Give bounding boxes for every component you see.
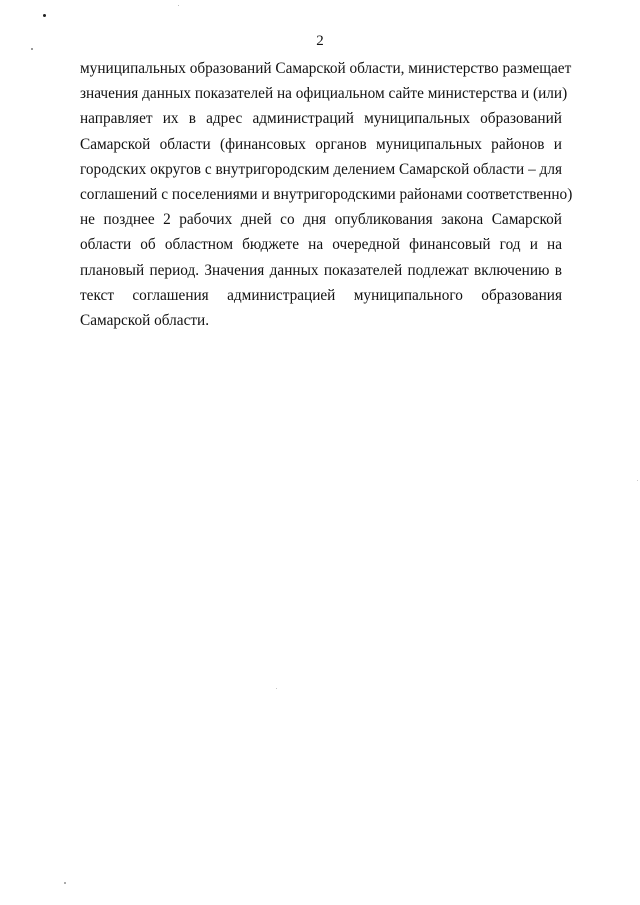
scan-speck bbox=[276, 688, 277, 689]
paragraph-line: муниципальных образований Самарской области, министерство размещает bbox=[80, 60, 572, 77]
scan-speck bbox=[637, 480, 638, 481]
paragraph-line: Самарской области. bbox=[80, 311, 210, 329]
paragraph-line: городских округов с внутригородским делением Самарской области – для bbox=[80, 160, 562, 178]
page-number: 2 bbox=[316, 33, 324, 49]
paragraph-line: Самарской области (финансовых органов муниципальных районов и bbox=[80, 135, 562, 153]
scan-speck bbox=[64, 882, 66, 884]
paragraph-line: плановый период. Значения данных показателей подлежат включению в bbox=[80, 261, 562, 279]
paragraph-line: соглашений с поселениями и внутригородскими районами соответственно) bbox=[80, 185, 573, 203]
paragraph-line: области об областном бюджете на очередной финансовый год и на bbox=[80, 236, 562, 254]
scan-speck bbox=[178, 5, 179, 6]
body-paragraph bbox=[80, 56, 573, 333]
paragraph-line: не позднее 2 рабочих дней со дня опубликования закона Самарской bbox=[80, 211, 562, 229]
paragraph-line: текст соглашения администрацией муниципального образования bbox=[80, 286, 562, 304]
scan-speck bbox=[43, 14, 46, 17]
paragraph-line: значения данных показателей на официальном сайте министерства и (или) bbox=[80, 85, 568, 103]
paragraph-line: направляет их в адрес администраций муниципальных образований bbox=[80, 110, 562, 128]
